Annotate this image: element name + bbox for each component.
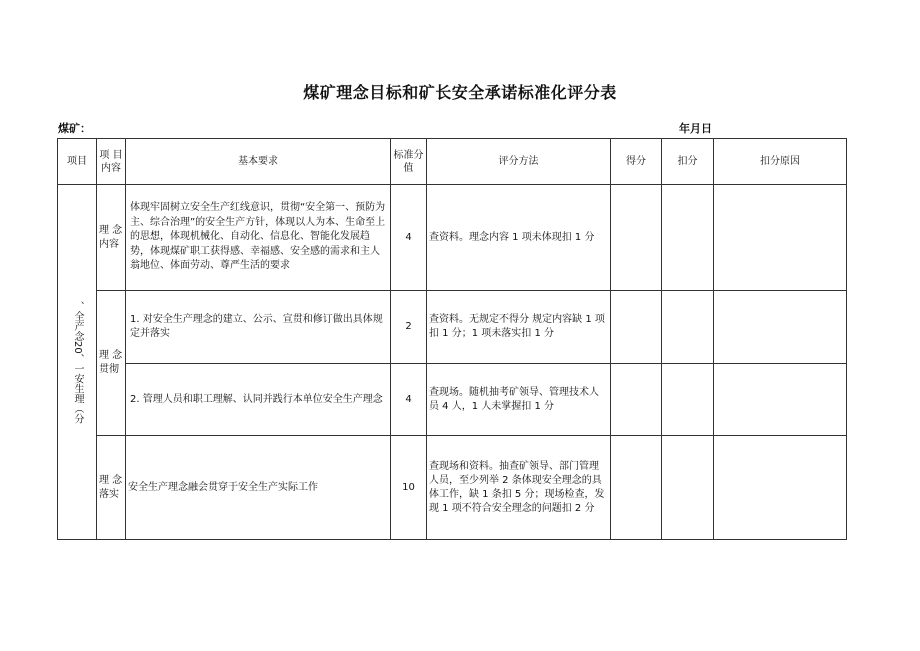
header-deduct: 扣分	[677, 155, 698, 167]
content-cell: 理 念 落实	[99, 474, 123, 500]
col-divider	[713, 138, 714, 540]
col-divider	[610, 138, 611, 540]
content-cell: 理 念 贯彻	[99, 350, 123, 375]
col-divider	[661, 138, 662, 540]
item-cell	[58, 185, 96, 539]
date-label: 年月日	[679, 122, 712, 135]
method-cell: 查资料。无规定不得分 规定内容缺 1 项扣 1 分；1 项未落实扣 1 分	[429, 314, 605, 339]
header-method: 评分方法	[498, 155, 539, 167]
header-gain: 得分	[626, 155, 646, 167]
requirement-cell: 体现牢固树立安全生产红线意识，贯彻“安全第一、预防为主、综合治理”的安全生产方针，体现以人为本、生命至上的思想，体现机械化、自动化、信息化、智能化发展趋势，体现煤矿职工获得感、幸福感、安全感的需求和主人翁地位、体面劳动、尊严生活的要求	[130, 202, 386, 272]
score-table	[57, 138, 847, 540]
item-label: 、全产念20、一安生理︵分	[72, 300, 83, 424]
mine-label: 煤矿：	[58, 122, 91, 135]
score-cell: 4	[405, 393, 412, 405]
header-reason: 扣分原因	[760, 155, 800, 167]
requirement-cell: 1. 对安全生产理念的建立、公示、宣贯和修订做出具体规定并落实	[130, 314, 383, 339]
score-cell: 2	[405, 321, 412, 332]
header-item: 项目	[67, 155, 87, 167]
method-cell: 查现场。随机抽考矿领导、管理技术人员 4 人，1 人未掌握扣 1 分	[429, 386, 599, 412]
method-cell: 查资料。理念内容 1 项未体现扣 1 分	[429, 231, 595, 243]
method-cell: 查现场和资料。抽查矿领导、部门管理人员，至少列举 2 条体现安全理念的具体工作，缺 1 条扣 5 分；现场检查，发现 1 项不符合安全理念的问题扣 2 分	[429, 460, 605, 514]
score-cell: 10	[402, 481, 415, 493]
header-content: 项 目 内容	[99, 149, 123, 174]
requirement-cell: 2. 管理人员和职工理解、认同并践行本单位安全生产理念	[130, 393, 383, 405]
requirement-cell: 安全生产理念融会贯穿于安全生产实际工作	[128, 481, 318, 493]
header-score: 标准分 值	[393, 149, 424, 174]
score-cell: 4	[405, 231, 412, 243]
table-border-right	[846, 138, 847, 540]
header-requirement: 基本要求	[238, 155, 278, 167]
table-border-bottom	[57, 539, 847, 540]
page-title: 煤矿理念目标和矿长安全承诺标准化评分表	[303, 83, 617, 102]
content-cell: 理 念 内容	[99, 224, 123, 250]
